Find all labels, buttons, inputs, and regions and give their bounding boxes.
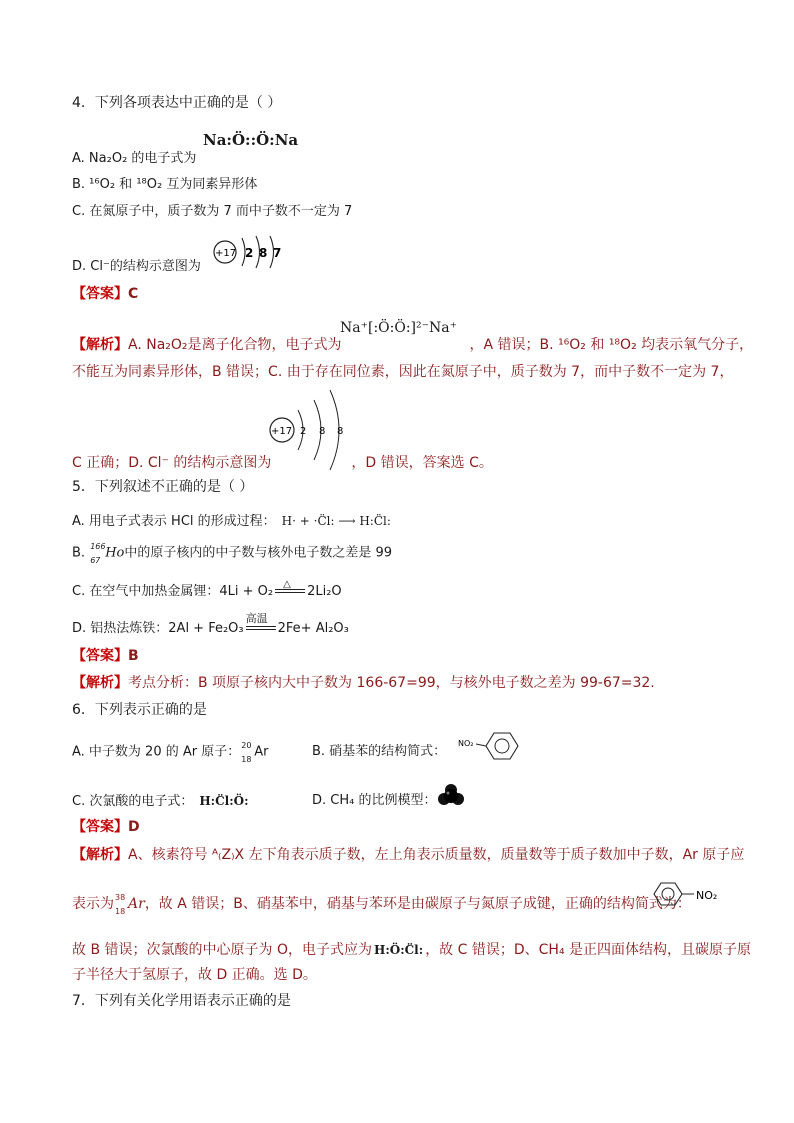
q4-expl-line3: C 正确；D. Cl⁻ 的结构示意图为 ，D 错误，答案选 C。 <box>72 455 493 471</box>
q4-d-shell-3: 7 <box>273 246 282 260</box>
q6-expl-line4: 子半径大于氢原子，故 D 正确。选 D。 <box>72 967 317 983</box>
q6-expl-line1: 【解析】A、核素符号 ᴬ₍Z₎X 左下角表示质子数，左上角表示质量数，质量数等于质子数加中子数，Ar 原子应 <box>72 847 745 863</box>
q4-option-d: D. Cl⁻的结构示意图为 <box>72 259 201 274</box>
q4-option-b: B. ¹⁶O₂ 和 ¹⁸O₂ 互为同素异形体 <box>72 177 258 192</box>
q6-b-nitro-group: NO₂ <box>458 739 474 748</box>
answer-value: C <box>128 286 139 302</box>
q4-expl-shell-3: 8 <box>337 426 344 437</box>
q5-stem: 5．下列叙述不正确的是（ ） <box>72 479 254 495</box>
q6-expl-nitrobenzene-structure <box>650 880 734 910</box>
q6-expl-line2: 表示为 38 18 Ar，故 A 错误；B、硝基苯中，硝基与苯环是由碳原子与氮原子成键，正确的结构简式为： <box>72 893 691 916</box>
q4-d-shell-1: 2 <box>245 246 254 260</box>
q4-answer <box>72 285 138 303</box>
q4-d-nucleus: +17 <box>215 248 237 259</box>
q5-c-arrow: △ <box>273 585 307 599</box>
q5-option-d: D. 铝热法炼铁：2Al + Fe₂O₃ 高温 2Fe+ Al₂O₃ <box>72 611 349 636</box>
q6-option-b: B. 硝基苯的结构简式： <box>312 744 447 759</box>
q6-expl-electron-formula: H:Ö:C̈l: <box>373 943 424 957</box>
q6-expl-line3: 故 B 错误；次氯酸的中心原子为 O，电子式应为 H:Ö:C̈l: ，故 C 错误；D、CH₄ 是正四面体结构，且碳原子原 <box>72 942 752 958</box>
q4-expl-electron-formula: Na⁺[:Ö:Ö:]²⁻Na⁺ <box>340 320 458 336</box>
q5-option-b: B. 166 67 Ho中的原子核内的中子数与核外电子数之差是 99 <box>72 542 393 565</box>
q6-option-c: C. 次氯酸的电子式： H:C̈l:Ö: <box>72 794 249 809</box>
q4-expl-line1: 【解析】A. Na₂O₂是离子化合物，电子式为 ，A 错误；B. ¹⁶O₂ 和 ¹⁸O₂ 均表示氧气分子， <box>72 337 754 353</box>
q4-expl-shell-1: 2 <box>300 426 307 437</box>
q6-answer: 【答案】D <box>72 819 140 835</box>
q4-d-atom-diagram <box>212 234 282 270</box>
q5-answer: 【答案】B <box>72 648 139 664</box>
q6-option-d: D. CH₄ 的比例模型： <box>312 793 437 808</box>
q5-b-nuclide: 166 67 <box>90 542 106 565</box>
q4-option-a: A. Na₂O₂ 的电子式为 <box>72 151 197 166</box>
q4-a-electron-formula: Na:Ö::Ö:Na <box>203 131 299 149</box>
q6-b-nitrobenzene-structure <box>458 730 530 760</box>
q7-stem: 7．下列有关化学用语表示正确的是 <box>72 993 291 1009</box>
answer-label: 【答案】 <box>72 286 128 302</box>
q6-c-electron-formula: H:C̈l:Ö: <box>199 794 249 808</box>
q6-stem: 6．下列表示正确的是 <box>72 702 207 718</box>
explanation-label: 【解析】 <box>72 337 128 353</box>
q6-expl-nitro-group: NO₂ <box>696 889 718 902</box>
q6-d-methane-model-icon <box>438 782 464 808</box>
q6-option-a: A. 中子数为 20 的 Ar 原子： 20 18 Ar <box>72 741 269 764</box>
q4-d-shell-2: 8 <box>259 246 268 260</box>
q6-expl-nuclide: 38 18 <box>115 893 126 916</box>
q4-stem: 4．下列各项表达中正确的是（ ） <box>72 95 282 111</box>
q5-explanation: 【解析】考点分析：B 项原子核内大中子数为 166-67=99，与核外电子数之差为 99-67=32. <box>72 675 655 691</box>
q5-a-formation-formula: H· + ·C̈l: ⟶ H:C̈l: <box>281 514 391 528</box>
q5-option-c: C. 在空气中加热金属锂：4Li + O₂ △ 2Li₂O <box>72 578 342 599</box>
q6-a-nuclide: 20 18 <box>241 741 252 764</box>
q4-expl-nucleus: +17 <box>271 426 293 437</box>
q4-expl-line2: 不能互为同素异形体，B 错误；C. 由于存在同位素，因此在氮原子中，质子数为 7，而中子数不一定为 7， <box>72 364 734 380</box>
q4-expl-shell-2: 8 <box>319 426 326 437</box>
q5-d-arrow: 高温 <box>244 622 278 636</box>
q4-option-c: C. 在氮原子中，质子数为 7 而中子数不一定为 7 <box>72 204 353 219</box>
q5-option-a: A. 用电子式表示 HCl 的形成过程： H· + ·C̈l: ⟶ H:C̈l: <box>72 514 391 529</box>
